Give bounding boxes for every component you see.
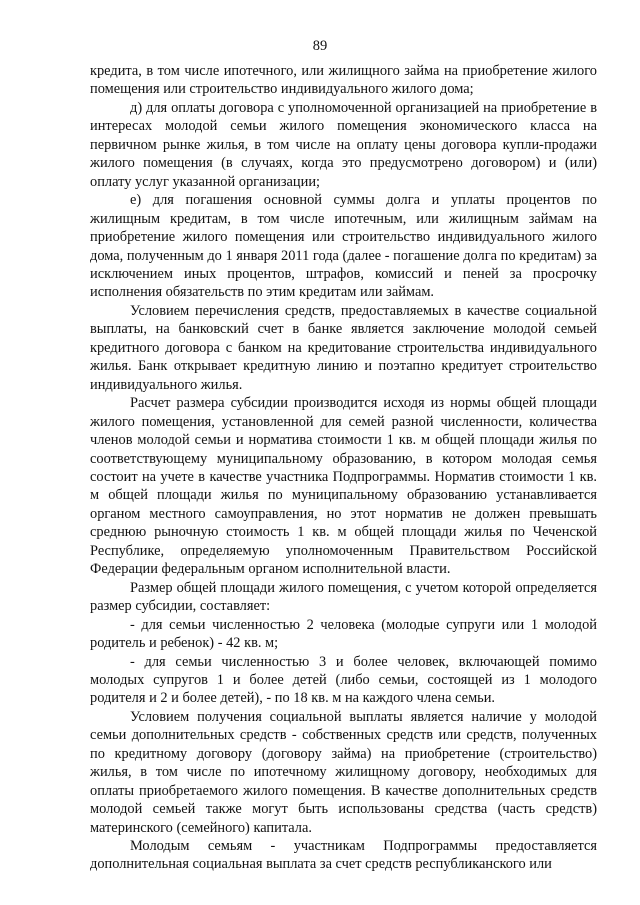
list-item-family-of-two: - для семьи численностью 2 человека (молодые супруги или 1 молодой родитель и ребенок) - 42 кв. м; [90,616,597,652]
paragraph-transfer-condition: Условием перечисления средств, предоставляемых в качестве социальной выплаты, на банковский счет в банке является заключение молодой семьей кредитного договора с банком на кредитование строительства индивидуального жилья. Банк открывает кредитную линию и поэтапно кредитует строительство индивидуального жилья. [90,302,597,393]
paragraph-additional-funds: Условием получения социальной выплаты является наличие у молодой семьи дополнительных средств - собственных средств или средств, полученных по кредитному договору (договору займа) на приобретение (строительство) жилья, в том числе по ипотечному жилищному договору, необходимых для оплаты приобретаемого жилого помещения. В качестве дополнительных средств молодой семьей также могут быть использованы средства (часть средств) материнского (семейного) капитала. [90,708,597,836]
list-item-family-of-three-plus: - для семьи численностью 3 и более человек, включающей помимо молодых супругов 1 и более детей (либо семьи, состоящей из 1 молодого родителя и 2 и более детей), - по 18 кв. м на каждого члена семьи. [90,653,597,707]
page-number: 89 [312,38,328,54]
paragraph-item-d: д) для оплаты договора с уполномоченной организацией на приобретение в интересах молодой семьи жилого помещения экономического класса на первичном рынке жилья, в том числе на оплату цены договора купли-продажи жилого помещения (в случаях, когда это предусмотрено договором) и (или) оплату услуг указанной организации; [90,99,597,190]
paragraph-area-size: Размер общей площади жилого помещения, с учетом которой определяется размер субсидии, составляет: [90,579,597,615]
paragraph-subsidy-calculation: Расчет размера субсидии производится исходя из нормы общей площади жилого помещения, установленной для семей разной численности, количества членов молодой семьи и норматива стоимости 1 кв. м общей площади жилья по соответствующему муниципальному образованию, в котором молодая семья состоит на учете в качестве участника Подпрограммы. Норматив стоимости 1 кв. м общей площади жилья по муниципальному образованию устанавливается органом местного самоуправления, но этот норматив не должен превышать среднюю рыночную стоимость 1 кв. м общей площади жилья по Чеченской Республике, определяемую уполномоченным Правительством Российской Федерации федеральным органом исполнительной власти. [90,395,597,578]
paragraph-additional-payment: Молодым семьям - участникам Подпрограммы предоставляется дополнительная социальная выплата за счет средств республиканского или [90,838,597,873]
paragraph-continuation: кредита, в том числе ипотечного, или жилищного займа на приобретение жилого помещения или строительство индивидуального жилого дома; [90,63,597,98]
paragraph-item-e: е) для погашения основной суммы долга и уплаты процентов по жилищным кредитам, в том числе ипотечным, или жилищным займам на приобретение жилого помещения или строительство индивидуального жилого дома, полученным до 1 января 2011 года (далее - погашение долга по кредитам) за исключением иных процентов, штрафов, комиссий и пеней за просрочку исполнения обязательств по этим кредитам или займам. [90,192,597,301]
document-body [90,62,597,874]
